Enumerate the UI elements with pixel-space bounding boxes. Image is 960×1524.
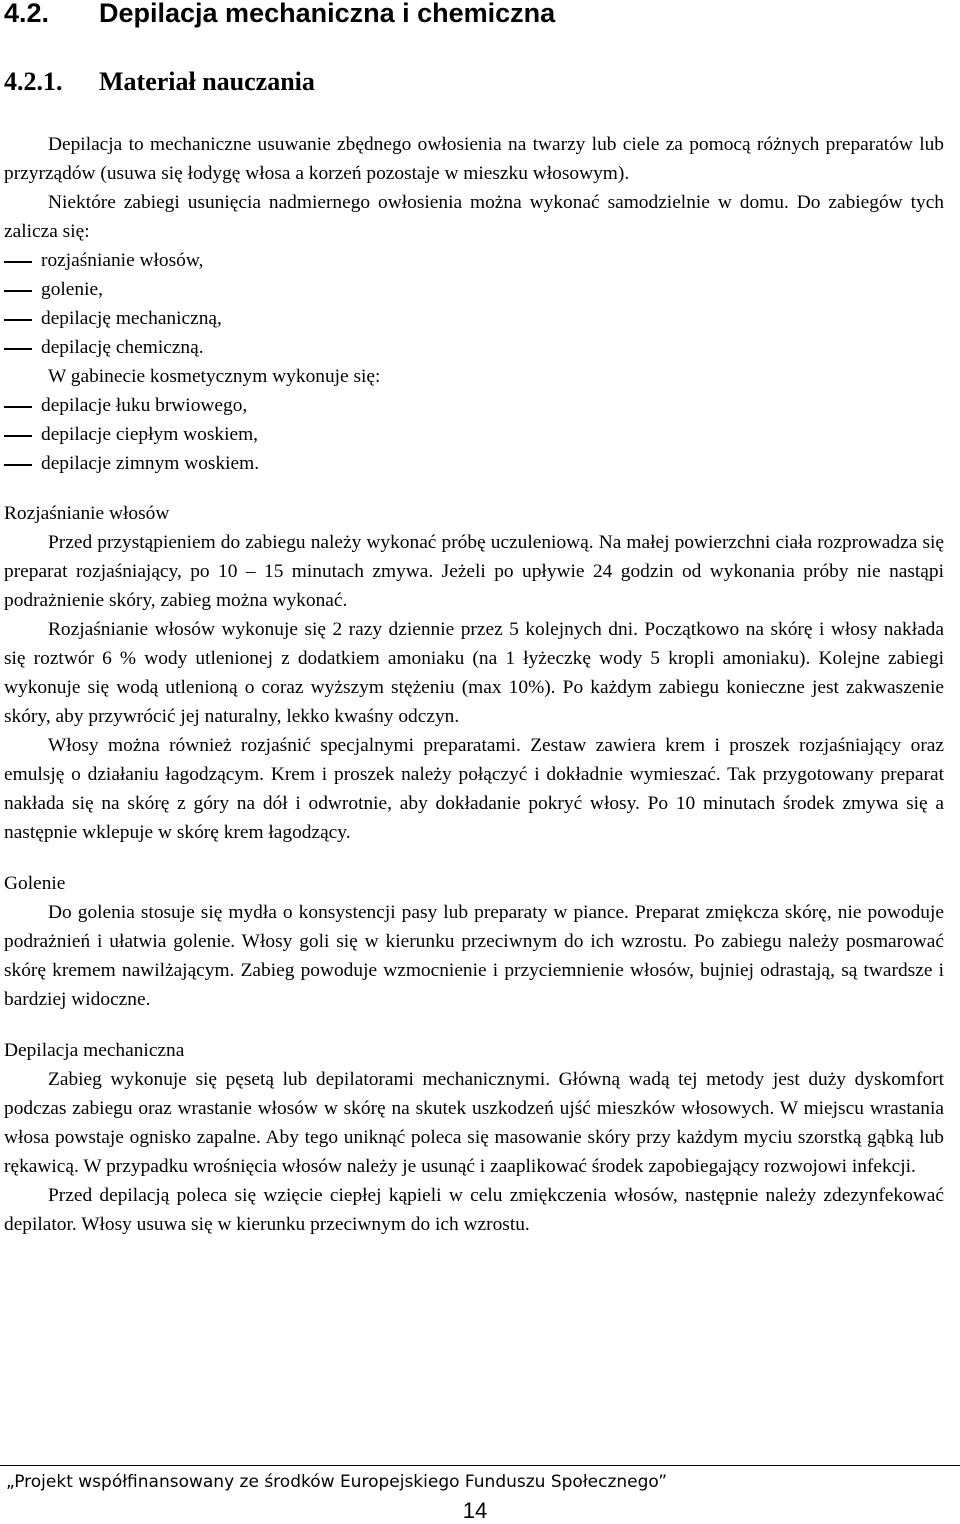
subsection-heading — [4, 66, 315, 98]
body-text — [4, 130, 944, 1239]
list-item — [4, 420, 944, 449]
page-number: 14 — [462, 1498, 488, 1523]
list-item-text: golenie, — [41, 279, 103, 300]
bullet-list — [4, 391, 944, 478]
list-item — [4, 333, 944, 362]
list-item — [4, 275, 944, 304]
subsection-title: Materiał nauczania — [99, 67, 315, 96]
section-number: 4.2. — [4, 0, 50, 28]
paragraph: Niektóre zabiegi usunięcia nadmiernego owłosienia można wykonać samodzielnie w domu. Do zabiegów tych zalicza się: — [4, 192, 944, 242]
paragraph: Przed przystąpieniem do zabiegu należy wykonać próbę uczuleniową. Na małej powierzchni ciała rozprowadza się preparat rozjaśniający, po 10 – 15 minutach zmywa. Jeżeli po upływie 24 godzin od wykonania próby nie nastąpi podrażnienie skóry, zabieg można wykonać. — [4, 532, 944, 611]
list-item-text: rozjaśnianie włosów, — [41, 250, 204, 271]
subheading: Golenie — [4, 873, 66, 894]
list-item-text: depilacje ciepłym woskiem, — [41, 424, 258, 445]
paragraph: Przed depilacją poleca się wzięcie ciepłej kąpieli w celu zmiękczenia włosów, następnie należy zdezynfekować depilator. Włosy usuwa się w kierunku przeciwnym do ich wzrostu. — [4, 1185, 944, 1235]
paragraph: Do golenia stosuje się mydła o konsystencji pasy lub preparaty w piance. Preparat zmiękcza skórę, nie powoduje podrażnień i ułatwia golenie. Włosy goli się w kierunku przeciwnym do ich wzrostu. Po zabiegu należy posmarować skórę kremem nawilżającym. Zabieg powoduje wzmocnienie i przyciemnienie włosów, bujniej odrastają, są twardsze i bardziej widoczne. — [4, 902, 944, 1010]
paragraph: Depilacja to mechaniczne usuwanie zbędnego owłosienia na twarzy lub ciele za pomocą różnych preparatów lub przyrządów (usuwa się łodygę włosa a korzeń pozostaje w mieszku włosowym). — [4, 134, 944, 184]
list-item — [4, 391, 944, 420]
list-item-text: depilacje zimnym woskiem. — [41, 453, 260, 474]
subsection-number: 4.2.1. — [4, 67, 63, 96]
list-item — [4, 246, 944, 275]
section-heading — [4, 0, 555, 30]
subheading: Rozjaśnianie włosów — [4, 503, 170, 524]
list-item — [4, 304, 944, 333]
list-item-text: depilację mechaniczną, — [41, 308, 222, 329]
list-item — [4, 449, 944, 478]
footer-divider — [0, 1465, 960, 1466]
bullet-list — [4, 246, 944, 362]
list-item-text: depilacje łuku brwiowego, — [41, 395, 248, 416]
paragraph: W gabinecie kosmetycznym wykonuje się: — [48, 366, 381, 387]
paragraph: Zabieg wykonuje się pęsetą lub depilatorami mechanicznymi. Główną wadą tej metody jest duży dyskomfort podczas zabiegu oraz wrastanie włosów w skórę na skutek uszkodzeń ujść mieszków włosowych. W miejscu wrastania włosa powstaje ognisko zapalne. Aby tego uniknąć poleca się masowanie skóry przy każdym myciu szorstką gąbką lub rękawicą. W przypadku wrośnięcia włosów należy je usunąć i zaaplikować środek zapobiegający rozwojowi infekcji. — [4, 1069, 944, 1177]
paragraph: Włosy można również rozjaśnić specjalnymi preparatami. Zestaw zawiera krem i proszek rozjaśniający oraz emulsję o działaniu łagodzącym. Krem i proszek należy połączyć i dokładnie wymieszać. Tak przygotowany preparat nakłada się na skórę z góry na dół i odwrotnie, aby dokładanie pokryć włosy. Po 10 minutach środek zmywa się a następnie wklepuje w skórę krem łagodzący. — [4, 735, 944, 843]
footer-text: „Projekt współfinansowany ze środków Europejskiego Funduszu Społecznego” — [6, 1472, 668, 1492]
section-title: Depilacja mechaniczna i chemiczna — [99, 0, 556, 28]
subheading: Depilacja mechaniczna — [4, 1040, 185, 1061]
paragraph: Rozjaśnianie włosów wykonuje się 2 razy dziennie przez 5 kolejnych dni. Początkowo na skórę i włosy nakłada się roztwór 6 % wody utlenionej z dodatkiem amoniaku (na 1 łyżeczkę wody 5 kropli amoniaku). Kolejne zabiegi wykonuje się wodą utlenioną o coraz wyższym stężeniu (max 10%). Po każdym zabiegu konieczne jest zakwaszenie skóry, aby przywrócić jej naturalny, lekko kwaśny odczyn. — [4, 619, 944, 727]
list-item-text: depilację chemiczną. — [41, 337, 204, 358]
